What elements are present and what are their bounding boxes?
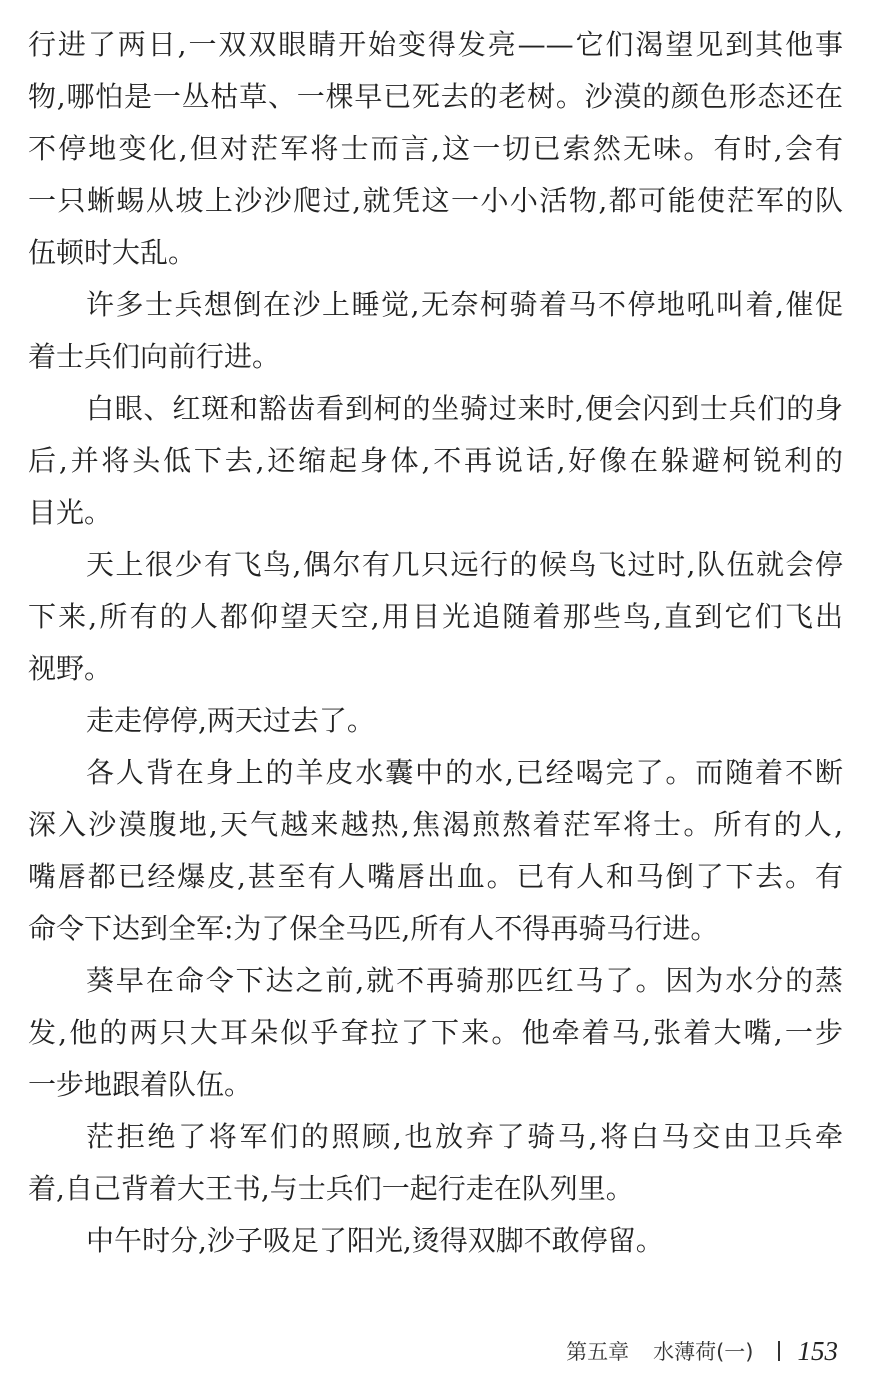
page-footer [566, 1333, 838, 1369]
footer-divider [778, 1341, 780, 1361]
text-line: 许多士兵想倒在沙上睡觉,无奈柯骑着马不停地吼叫着,催促 [86, 288, 843, 321]
text-line: 一只蜥蜴从坡上沙沙爬过,就凭这一小小活物,都可能使茫军的队 [28, 184, 843, 217]
paragraph [28, 383, 843, 539]
text-line: 嘴唇都已经爆皮,甚至有人嘴唇出血。已有人和马倒了下去。有 [28, 860, 843, 893]
paragraph [28, 279, 843, 383]
text-line: 各人背在身上的羊皮水囊中的水,已经喝完了。而随着不断 [86, 756, 843, 789]
text-line: 茫拒绝了将军们的照顾,也放弃了骑马,将白马交由卫兵牵 [86, 1120, 843, 1153]
text-line: 发,他的两只大耳朵似乎耷拉了下来。他牵着马,张着大嘴,一步 [28, 1016, 843, 1049]
paragraph [28, 695, 843, 747]
text-line: 葵早在命令下达之前,就不再骑那匹红马了。因为水分的蒸 [86, 964, 843, 997]
text-line: 物,哪怕是一丛枯草、一棵早已死去的老树。沙漠的颜色形态还在 [28, 80, 843, 113]
text-line: 后,并将头低下去,还缩起身体,不再说话,好像在躲避柯锐利的 [28, 444, 843, 477]
text-line: 视野。 [28, 652, 113, 685]
paragraph [28, 1215, 843, 1267]
text-line: 不停地变化,但对茫军将士而言,这一切已索然无味。有时,会有 [28, 132, 843, 165]
text-line: 一步地跟着队伍。 [28, 1068, 253, 1101]
paragraph [28, 19, 843, 279]
text-line: 天上很少有飞鸟,偶尔有几只远行的候鸟飞过时,队伍就会停 [86, 548, 843, 581]
text-line: 着士兵们向前行进。 [28, 340, 281, 373]
page-body [28, 19, 843, 1267]
text-line: 中午时分,沙子吸足了阳光,烫得双脚不敢停留。 [86, 1224, 664, 1257]
text-line: 深入沙漠腹地,天气越来越热,焦渴煎熬着茫军将士。所有的人, [28, 808, 843, 841]
text-line: 走走停停,两天过去了。 [86, 704, 375, 737]
section-title: 水薄荷(一) [653, 1340, 754, 1364]
text-line: 下来,所有的人都仰望天空,用目光追随着那些鸟,直到它们飞出 [28, 600, 843, 633]
paragraph [28, 1111, 843, 1215]
text-line: 目光。 [28, 496, 113, 529]
text-line: 行进了两日,一双双眼睛开始变得发亮——它们渴望见到其他事 [28, 28, 843, 61]
chapter-label: 第五章 [566, 1340, 630, 1364]
paragraph [28, 539, 843, 695]
paragraph [28, 955, 843, 1111]
text-line: 命令下达到全军:为了保全马匹,所有人不得再骑马行进。 [28, 912, 719, 945]
text-line: 着,自己背着大王书,与士兵们一起行走在队列里。 [28, 1172, 634, 1205]
text-line: 白眼、红斑和豁齿看到柯的坐骑过来时,便会闪到士兵们的身 [86, 392, 843, 425]
page-number: 153 [797, 1335, 838, 1366]
text-line: 伍顿时大乱。 [28, 236, 197, 269]
paragraph [28, 747, 843, 955]
